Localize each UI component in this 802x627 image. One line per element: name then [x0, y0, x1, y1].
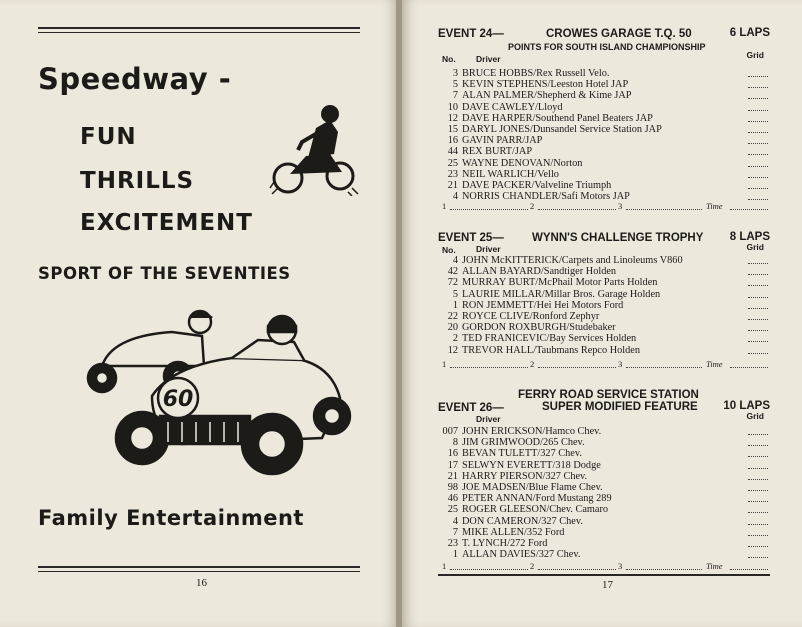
event-26-laps: 10 LAPS: [723, 400, 770, 412]
car-number: 60: [162, 387, 194, 412]
bottom-rule-thin: [38, 571, 360, 572]
driver-row: [438, 135, 768, 146]
driver-number: 3: [452, 68, 458, 79]
driver-name: NORRIS CHANDLER/Safi Motors JAP: [462, 191, 630, 203]
driver-row: [438, 300, 768, 311]
driver-row: [438, 460, 768, 471]
driver-number: 46: [447, 493, 458, 505]
driver-row: [438, 146, 768, 157]
placing-3: 3: [618, 201, 623, 211]
driver-name: SELWYN EVERETT/318 Dodge: [462, 459, 601, 471]
driver-number: 16: [447, 448, 458, 460]
driver-row: [438, 90, 768, 101]
event-25-col-driver: Driver: [476, 244, 501, 254]
driver-number: 7: [452, 90, 458, 102]
event-25-title: WYNN'S CHALLENGE TROPHY: [532, 232, 704, 244]
driver-number: 7: [452, 526, 458, 538]
driver-name: DARYL JONES/Dunsandel Service Station JAP: [462, 123, 662, 135]
driver-name: GORDON ROXBURGH/Studebaker: [462, 322, 616, 334]
event-25-laps: 8 LAPS: [729, 231, 770, 243]
event-25-col-no: No.: [442, 245, 456, 255]
placing-2: 2: [530, 359, 535, 369]
driver-name: PETER ANNAN/Ford Mustang 289: [462, 493, 612, 505]
driver-row: [438, 68, 768, 79]
event-24-col-no: No.: [442, 54, 456, 64]
page-number-right: 17: [602, 579, 613, 591]
driver-number: 5: [452, 288, 458, 300]
driver-name: RON JEMMETT/Hei Hei Motors Ford: [462, 299, 624, 311]
placing-3: 3: [618, 561, 623, 571]
driver-row: [438, 158, 768, 169]
driver-name: JOHN McKITTERICK/Carpets and Linoleums V860: [462, 255, 683, 266]
driver-name: NEIL WARLICH/Vello: [462, 168, 559, 180]
driver-number: 8: [452, 437, 458, 449]
driver-row: [438, 549, 768, 560]
driver-name: ALLAN DAVIES/327 Chev.: [462, 549, 581, 561]
driver-name: TREVOR HALL/Taubmans Repco Holden: [462, 344, 641, 356]
event-24-col-grid: Grid: [746, 50, 764, 60]
driver-name: DAVE CAWLEY/Lloyd: [462, 101, 563, 113]
bottom-rule: [38, 566, 360, 568]
event-24-subtitle: POINTS FOR SOUTH ISLAND CHAMPIONSHIP: [508, 42, 706, 52]
placing-1: 1: [442, 561, 447, 571]
driver-row: [438, 426, 768, 437]
placing-1: 1: [442, 359, 447, 369]
driver-row: [438, 471, 768, 482]
driver-number: 1: [452, 549, 458, 561]
driver-number: 2: [452, 333, 458, 345]
right-page: [402, 0, 802, 627]
driver-name: BEVAN TULETT/327 Chev.: [462, 448, 582, 460]
driver-row: [438, 255, 768, 266]
driver-row: [438, 322, 768, 333]
driver-number: 20: [447, 322, 458, 334]
driver-number: 21: [447, 470, 458, 482]
driver-name: BRUCE HOBBS/Rex Russell Velo.: [462, 68, 610, 79]
slogan-excitement: EXCITEMENT: [80, 210, 253, 236]
driver-row: [438, 113, 768, 124]
driver-name: JOE MADSEN/Blue Flame Chev.: [462, 481, 603, 493]
driver-number: 25: [447, 504, 458, 516]
driver-row: [438, 437, 768, 448]
driver-number: 98: [447, 481, 458, 493]
event-24-col-driver: Driver: [476, 54, 501, 64]
driver-row: [438, 527, 768, 538]
driver-number: 12: [447, 112, 458, 124]
driver-row: [438, 493, 768, 504]
driver-row: [438, 538, 768, 549]
driver-row: [438, 169, 768, 180]
event-25-label: EVENT 25—: [438, 232, 504, 244]
driver-name: TED FRANICEVIC/Bay Services Holden: [462, 333, 637, 345]
time-label: Time: [706, 201, 723, 211]
top-rule: [38, 27, 360, 29]
driver-name: ROGER GLEESON/Chev. Camaro: [462, 504, 609, 516]
time-label: Time: [706, 561, 723, 571]
driver-row: [438, 124, 768, 135]
driver-number: 1: [452, 299, 458, 311]
driver-name: DON CAMERON/327 Chev.: [462, 515, 583, 527]
driver-row: [438, 504, 768, 515]
driver-name: MIKE ALLEN/352 Ford: [462, 526, 565, 538]
headline: Speedway -: [38, 62, 232, 96]
driver-number: 23: [447, 168, 458, 180]
driver-number: 22: [447, 310, 458, 322]
driver-name: HARRY PIERSON/327 Chev.: [462, 470, 588, 482]
slogan-fun: FUN: [80, 124, 137, 150]
event-25-col-grid: Grid: [746, 242, 764, 252]
event-25-driver-list: [438, 255, 768, 356]
driver-row: [438, 102, 768, 113]
driver-row: [438, 516, 768, 527]
event-24-label: EVENT 24—: [438, 28, 504, 40]
driver-row: [438, 482, 768, 493]
family-entertainment-footer: Family Entertainment: [38, 506, 304, 530]
motorcycle-rider-illustration: [268, 98, 362, 196]
driver-number: 25: [447, 157, 458, 169]
driver-number: 4: [452, 515, 458, 527]
driver-row: [438, 79, 768, 90]
driver-name: ALAN PALMER/Shepherd & Kime JAP: [462, 90, 632, 102]
event-26-title: SUPER MODIFIED FEATURE: [542, 401, 698, 413]
driver-name: JOHN ERICKSON/Hamco Chev.: [462, 426, 602, 437]
driver-name: KEVIN STEPHENS/Leeston Hotel JAP: [462, 79, 629, 91]
top-rule-thin: [38, 32, 360, 33]
driver-name: T. LYNCH/272 Ford: [462, 537, 548, 549]
driver-name: DAVE HARPER/Southend Panel Beaters JAP: [462, 112, 653, 124]
event-26-col-driver: Driver: [476, 414, 501, 424]
driver-row: [438, 345, 768, 356]
driver-row: [438, 311, 768, 322]
driver-number: 16: [447, 135, 458, 147]
driver-name: REX BURT/JAP: [462, 146, 533, 158]
placing-2: 2: [530, 201, 535, 211]
driver-name: ALLAN BAYARD/Sandtiger Holden: [462, 266, 617, 278]
event-26-sponsor: FERRY ROAD SERVICE STATION: [518, 389, 699, 401]
event-26-driver-list: [438, 426, 768, 560]
event-26-col-grid: Grid: [746, 411, 764, 421]
driver-number: 10: [447, 101, 458, 113]
driver-number: 12: [447, 344, 458, 356]
driver-name: MURRAY BURT/McPhail Motor Parts Holden: [462, 277, 658, 289]
left-page: [0, 0, 398, 627]
driver-number: 007: [442, 426, 458, 437]
time-label: Time: [706, 359, 723, 369]
driver-number: 17: [447, 459, 458, 471]
driver-name: ROYCE CLIVE/Ronford Zephyr: [462, 310, 600, 322]
page-number-left: 16: [196, 577, 207, 589]
driver-number: 4: [452, 255, 458, 266]
driver-row: [438, 180, 768, 191]
event-26-label: EVENT 26—: [438, 402, 504, 414]
event-24-laps: 6 LAPS: [729, 27, 770, 39]
driver-row: [438, 289, 768, 300]
driver-number: 5: [452, 79, 458, 91]
placing-3: 3: [618, 359, 623, 369]
driver-name: LAURIE MILLAR/Millar Bros. Garage Holden: [462, 288, 661, 300]
driver-number: 44: [447, 146, 458, 158]
racing-car-illustration: [82, 306, 360, 486]
bottom-rule: [438, 574, 770, 576]
driver-name: WAYNE DENOVAN/Norton: [462, 157, 583, 169]
driver-number: 21: [447, 179, 458, 191]
tagline: SPORT OF THE SEVENTIES: [38, 264, 291, 283]
driver-number: 72: [447, 277, 458, 289]
driver-number: 15: [447, 123, 458, 135]
event-24-title: CROWES GARAGE T.Q. 50: [546, 28, 692, 40]
driver-row: [438, 333, 768, 344]
driver-name: DAVE PACKER/Valveline Triumph: [462, 179, 612, 191]
driver-number: 42: [447, 266, 458, 278]
driver-name: JIM GRIMWOOD/265 Chev.: [462, 437, 585, 449]
driver-name: GAVIN PARR/JAP: [462, 135, 543, 147]
slogan-thrills: THRILLS: [80, 168, 195, 194]
driver-row: [438, 448, 768, 459]
placing-1: 1: [442, 201, 447, 211]
event-24-driver-list: [438, 68, 768, 202]
placing-2: 2: [530, 561, 535, 571]
driver-row: [438, 277, 768, 288]
driver-number: 23: [447, 537, 458, 549]
driver-row: [438, 266, 768, 277]
driver-number: 4: [452, 191, 458, 203]
